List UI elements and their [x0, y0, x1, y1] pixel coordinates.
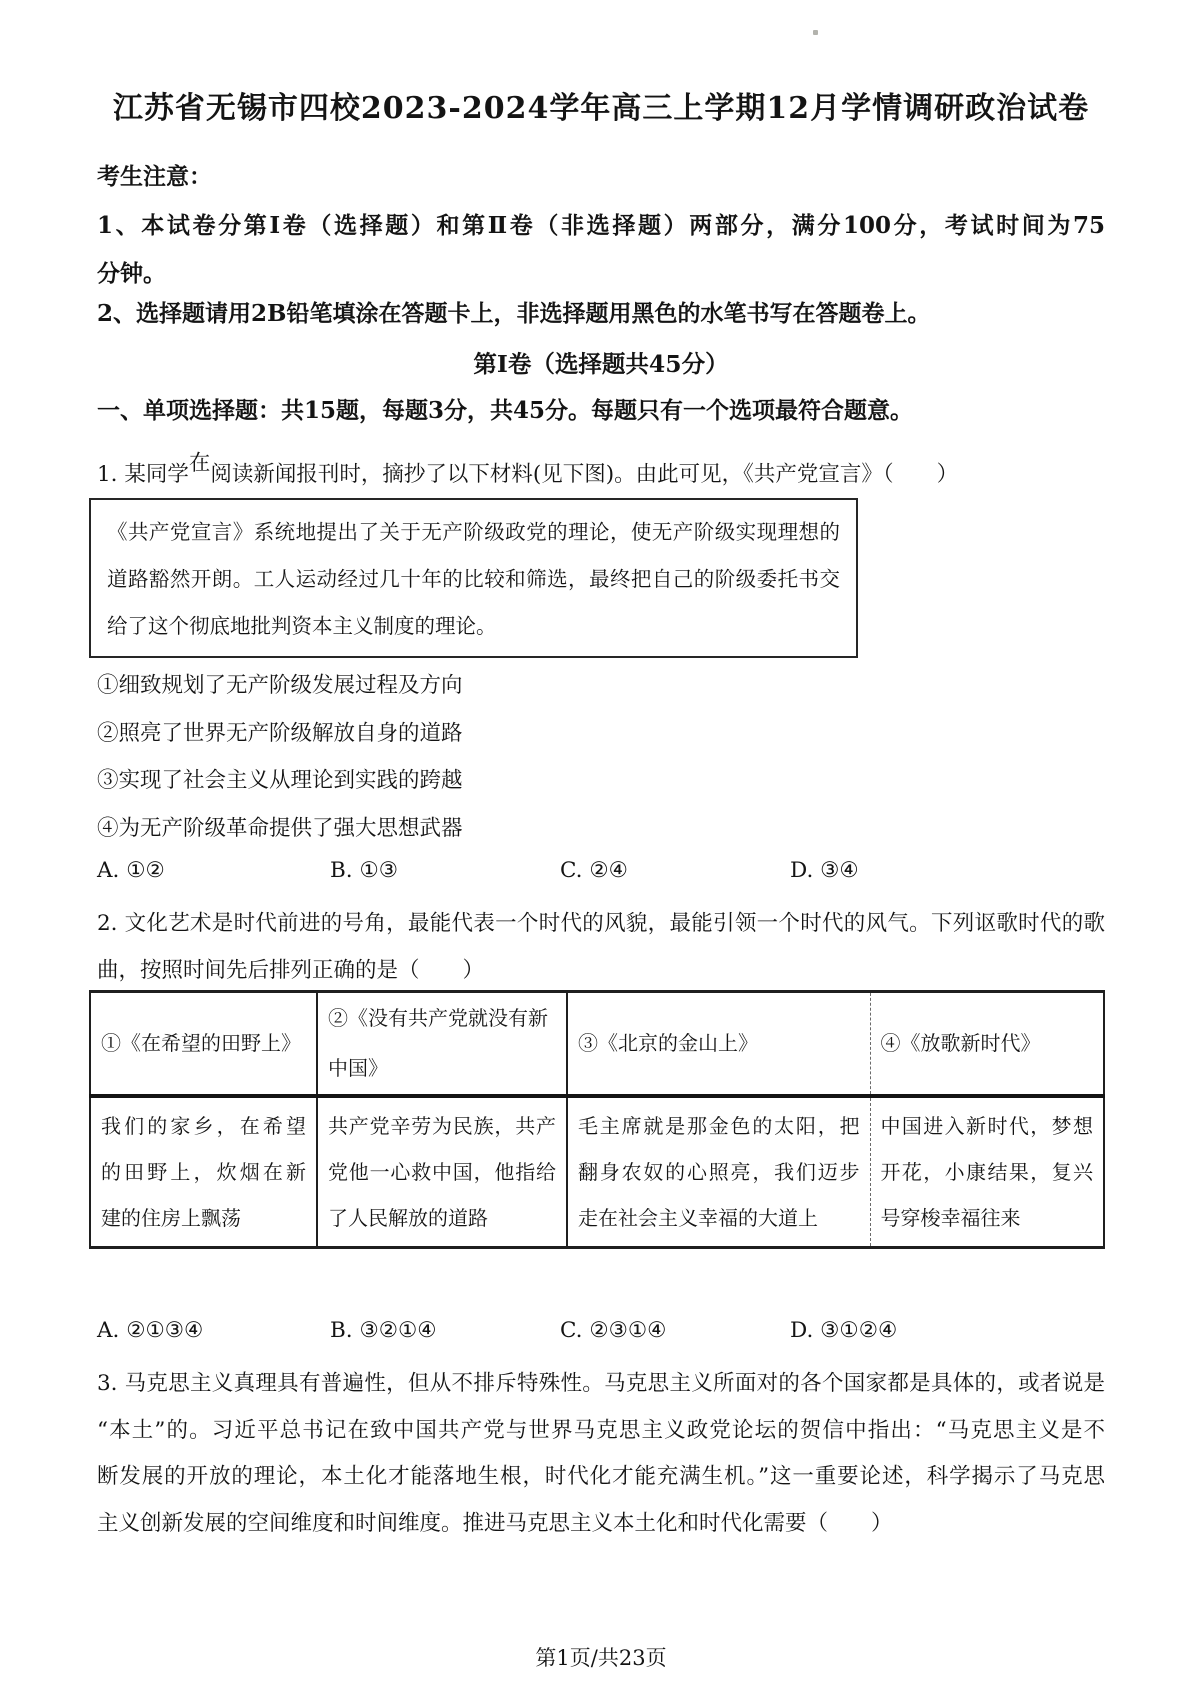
- q2-option-a: A. ②①③④: [97, 1318, 204, 1343]
- q1-stem-raised-char: 在: [188, 451, 211, 476]
- header-2-line-1: ②《没有共产党就没有新: [328, 1006, 548, 1031]
- q2-option-d: D. ③①②④: [790, 1318, 898, 1343]
- q2-stem-line-1: 2. 文化艺术是时代前进的号角，最能代表一个时代的风貌，最能引领一个时代的风气。下列讴歌时代的歌: [97, 911, 1105, 936]
- notice-heading: 考生注意：: [97, 163, 212, 190]
- q2-option-c: C. ②③①④: [560, 1318, 667, 1343]
- q3-stem-line-3: 断发展的开放的理论，本土化才能落地生根，时代化才能充满生机。”这一重要论述，科学揭示了马克思: [97, 1464, 1105, 1489]
- part1-heading: 第Ⅰ卷（选择题共45分）: [473, 350, 729, 378]
- table-body-cell-1: [90, 1096, 317, 1248]
- q1-options-row: [97, 856, 1105, 886]
- table-header-cell-3: [567, 992, 870, 1096]
- q3-stem-line-4: 主义创新发展的空间维度和时间维度。推进马克思主义本土化和时代化需要（ ）: [97, 1510, 893, 1536]
- material-line-2: 道路豁然开朗。工人运动经过几十年的比较和筛选，最终把自己的阶级委托书交: [107, 567, 840, 591]
- table-body-row: [90, 1096, 1104, 1248]
- q1-statement-4: ④为无产阶级革命提供了强大思想武器: [97, 815, 463, 841]
- q1-stem-prefix: 1. 某同学: [97, 462, 189, 487]
- q2-stem-line-2: 曲，按照时间先后排列正确的是（ ）: [97, 957, 485, 983]
- material-line-1: 《共产党宣言》系统地提出了关于无产阶级政党的理论，使无产阶级实现理想的: [107, 520, 840, 544]
- q1-option-a: A. ①②: [97, 858, 165, 883]
- q1-material-box: [89, 498, 858, 658]
- page-title: 江苏省无锡市四校2023-2024学年高三上学期12月学情调研政治试卷: [112, 91, 1090, 126]
- table-body-cell-4: [870, 1096, 1104, 1248]
- q1-statement-2: ②照亮了世界无产阶级解放自身的道路: [97, 720, 463, 746]
- cell-1-line-3: 建的住房上飘荡: [101, 1205, 241, 1230]
- q1-stem-rest: 阅读新闻报刊时，摘抄了以下材料(见下图)。由此可见，《共产党宣言》（ ）: [210, 462, 959, 487]
- q1-statement-1: ①细致规划了无产阶级发展过程及方向: [97, 673, 463, 698]
- table-header-cell-1: [90, 992, 317, 1096]
- cell-2-line-3: 了人民解放的道路: [328, 1205, 488, 1230]
- exam-notice-1: [97, 202, 1105, 298]
- cell-2-line-1: 共产党辛劳为民族，共产: [328, 1113, 556, 1138]
- table-header-cell-4: [870, 992, 1104, 1096]
- question-2-stem: [97, 901, 1105, 994]
- table-header-cell-2: [317, 992, 567, 1096]
- table-header-row: [90, 992, 1104, 1096]
- page-footer: 第1页/共23页: [535, 1646, 667, 1670]
- table-body-cell-2: [317, 1096, 567, 1248]
- header-2-line-2: 中国》: [328, 1056, 388, 1081]
- cell-4-line-2: 开花，小康结果，复兴: [880, 1159, 1093, 1184]
- cell-1-line-1: 我们的家乡，在希望: [101, 1113, 306, 1138]
- q2-option-b: B. ③②①④: [330, 1318, 437, 1343]
- material-line-3: 给了这个彻底地批判资本主义制度的理论。: [107, 614, 497, 638]
- cell-2-line-2: 党他一心救中国，他指给: [328, 1159, 556, 1184]
- cell-4-line-3: 号穿梭幸福往来: [880, 1205, 1021, 1230]
- exam-notice-2: 2、选择题请用2B铅笔填涂在答题卡上，非选择题用黑色的水笔书写在答题卷上。: [97, 300, 931, 327]
- q1-option-b: B. ①③: [330, 858, 399, 883]
- scan-artifact-dot: [813, 30, 818, 35]
- q2-options-row: [97, 1316, 1105, 1346]
- cell-3-line-1: 毛主席就是那金色的太阳，把: [578, 1113, 860, 1138]
- question-3-stem: [97, 1361, 1105, 1547]
- cell-4-line-1: 中国进入新时代，梦想: [880, 1113, 1093, 1138]
- q3-stem-line-1: 3. 马克思主义真理具有普遍性，但从不排斥特殊性。马克思主义所面对的各个国家都是具体的，或者说是: [97, 1371, 1105, 1396]
- notice-1-line-2: 分钟。: [97, 260, 166, 287]
- section-1-heading: 一、单项选择题：共15题，每题3分，共45分。每题只有一个选项最符合题意。: [97, 397, 914, 424]
- q1-statement-3: ③实现了社会主义从理论到实践的跨越: [97, 768, 463, 793]
- cell-1-line-2: 的田野上，炊烟在新: [101, 1159, 306, 1184]
- cell-3-line-2: 翻身农奴的心照亮，我们迈步: [578, 1159, 860, 1184]
- header-1-line-1: ①《在希望的田野上》: [101, 1031, 301, 1056]
- header-3-line-1: ③《北京的金山上》: [578, 1031, 758, 1056]
- q1-option-d: D. ③④: [790, 858, 859, 883]
- table-body-cell-3: [567, 1096, 870, 1248]
- q1-statements: [97, 662, 1105, 852]
- notice-1-line-1: 1、本试卷分第Ⅰ卷（选择题）和第Ⅱ卷（非选择题）两部分，满分100分，考试时间为75: [97, 212, 1105, 239]
- q3-stem-line-2: “本土”的。习近平总书记在致中国共产党与世界马克思主义政党论坛的贺信中指出：“马克思主义是不: [97, 1417, 1105, 1443]
- cell-3-line-3: 走在社会主义幸福的大道上: [578, 1205, 818, 1230]
- q2-song-table: [89, 990, 1105, 1249]
- q1-option-c: C. ②④: [560, 858, 628, 883]
- header-4-line-1: ④《放歌新时代》: [880, 1031, 1041, 1056]
- question-1-stem: [97, 452, 1105, 499]
